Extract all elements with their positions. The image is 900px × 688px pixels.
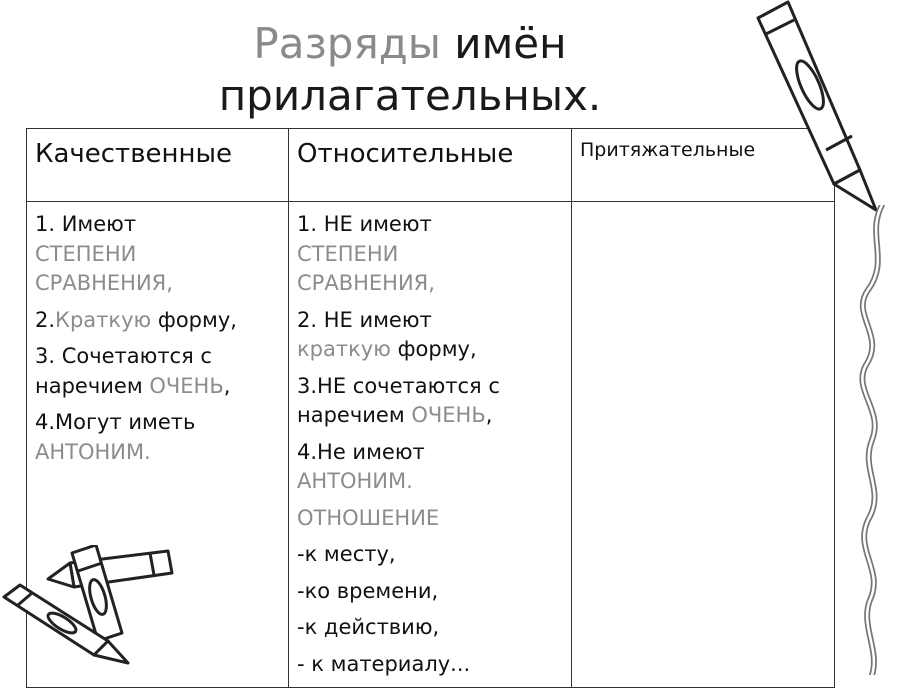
list-item: 1. НЕ имеют xyxy=(297,212,432,236)
crayons-bottom-left-icon xyxy=(0,545,185,670)
header-relative: Относительные xyxy=(289,129,572,202)
header-possessive: Притяжательные xyxy=(572,129,835,202)
header-qualitative: Качественные xyxy=(27,129,289,202)
list-item: 3. Сочетаются с xyxy=(35,344,212,368)
page-title xyxy=(150,18,670,122)
cell-possessive xyxy=(572,202,835,688)
list-item: -ко времени, xyxy=(297,578,439,603)
list-item: наречием ОЧЕНЬ, xyxy=(297,403,493,427)
list-item: -к месту, xyxy=(297,542,396,566)
list-item: ОТНОШЕНИЕ xyxy=(297,505,440,530)
cell-relative xyxy=(289,202,572,688)
list-item: 2. НЕ имеют xyxy=(297,307,432,332)
crayon-top-right-icon xyxy=(748,0,888,215)
title-word-2: имён xyxy=(454,19,567,68)
list-item: СРАВНЕНИЯ, xyxy=(35,271,173,295)
list-item: 3.НЕ сочетаются с xyxy=(297,373,500,398)
list-item: СТЕПЕНИ xyxy=(35,241,137,266)
title-word-1: Разряды xyxy=(253,19,441,68)
list-item: краткую форму, xyxy=(297,337,477,361)
list-item: наречием ОЧЕНЬ, xyxy=(35,373,231,398)
list-item: -к действию, xyxy=(297,615,440,639)
list-item: - к материалу... xyxy=(297,651,471,676)
table-header-row xyxy=(27,129,835,202)
list-item: 1. Имеют xyxy=(35,212,137,236)
list-item: СРАВНЕНИЯ, xyxy=(297,271,435,295)
list-item: 4.Не имеют xyxy=(297,439,425,464)
list-item: АНТОНИМ. xyxy=(35,439,151,464)
list-item: 2.Краткую форму, xyxy=(35,307,237,332)
list-item: 4.Могут иметь xyxy=(35,410,196,434)
list-item: АНТОНИМ. xyxy=(297,469,413,493)
title-word-3: прилагательных. xyxy=(218,71,602,120)
list-item: СТЕПЕНИ xyxy=(297,241,399,266)
squiggle-line-icon xyxy=(846,205,896,675)
